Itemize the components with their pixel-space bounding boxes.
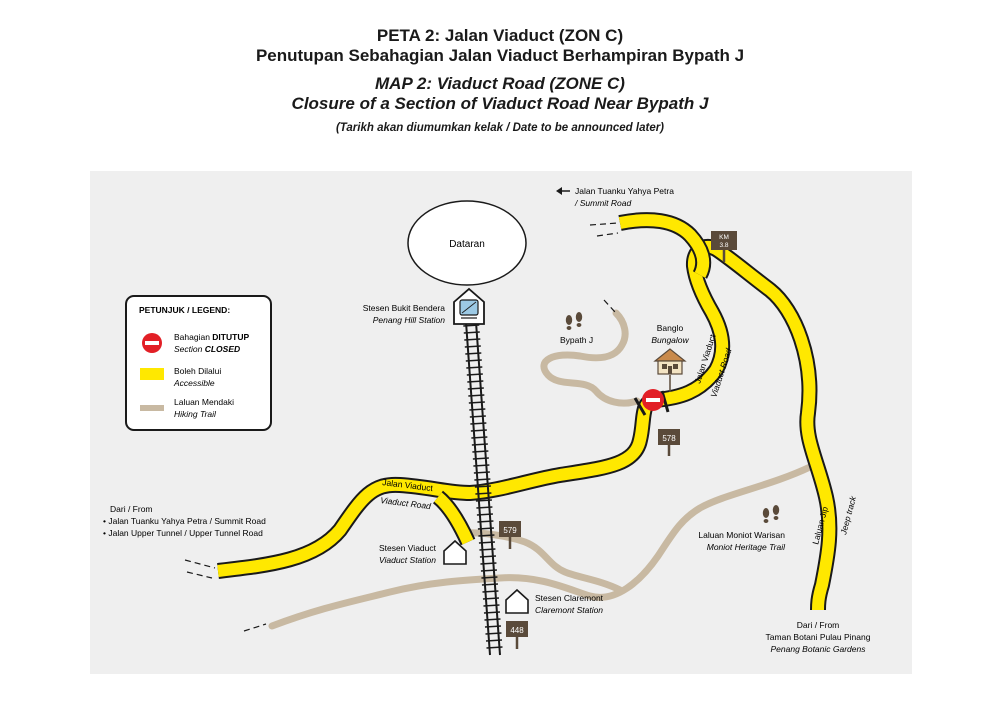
legend-accessible-ms: Boleh Dilalui bbox=[174, 366, 222, 376]
railway-tie bbox=[475, 493, 491, 494]
railway-tie bbox=[475, 486, 491, 487]
railway-tie bbox=[471, 437, 487, 438]
railway-tie bbox=[484, 619, 500, 620]
from-left-heading: Dari / From bbox=[110, 504, 153, 514]
railway-tie bbox=[470, 416, 486, 417]
railway-tie bbox=[474, 472, 490, 473]
railway-tie bbox=[477, 514, 493, 515]
title-en-line1: MAP 2: Viaduct Road (ZONE C) bbox=[375, 74, 625, 93]
railway-tie bbox=[486, 647, 502, 648]
railway-tie bbox=[485, 626, 501, 627]
botanic-gardens-label-ms: Taman Botani Pulau Pinang bbox=[765, 632, 871, 642]
from-left-item-2: • Jalan Upper Tunnel / Upper Tunnel Road bbox=[103, 528, 263, 538]
railway-tie bbox=[464, 332, 480, 333]
railway-tie bbox=[486, 640, 502, 641]
marker-448-label: 448 bbox=[510, 626, 524, 635]
railway-tie bbox=[468, 395, 484, 396]
claremont-station-label-ms: Stesen Claremont bbox=[535, 593, 604, 603]
railway-tie bbox=[478, 528, 494, 529]
bungalow-label-en: Bungalow bbox=[651, 335, 689, 345]
title-ms-line1: PETA 2: Jalan Viaduct (ZON C) bbox=[376, 26, 624, 45]
railway-tie bbox=[465, 346, 481, 347]
legend bbox=[126, 296, 271, 430]
botanic-gardens-label-en: Penang Botanic Gardens bbox=[770, 644, 866, 654]
railway-tie bbox=[483, 605, 499, 606]
km-marker-line2: 3.8 bbox=[719, 242, 729, 249]
railway-tie bbox=[476, 507, 492, 508]
railway-tie bbox=[471, 430, 487, 431]
jeep-track-label-ms: Laluan Jip bbox=[810, 505, 830, 546]
railway-tie bbox=[470, 423, 486, 424]
railway-tie bbox=[482, 591, 498, 592]
legend-trail-ms: Laluan Mendaki bbox=[174, 397, 235, 407]
marker-578-label: 578 bbox=[662, 434, 676, 443]
legend-trail-en: Hiking Trail bbox=[174, 409, 216, 419]
moniot-trail-label-ms: Laluan Moniot Warisan bbox=[698, 530, 785, 540]
legend-closed-en: Section CLOSED bbox=[174, 344, 241, 354]
railway-tie bbox=[481, 570, 497, 571]
date-note: (Tarikh akan diumumkan kelak / Date to be announced later) bbox=[335, 122, 665, 134]
road-label-viaduct-road-upper: Viaduct Road bbox=[708, 347, 734, 399]
from-right-heading: Dari / From bbox=[796, 620, 840, 630]
railway-tie bbox=[467, 374, 483, 375]
legend-accessible-swatch bbox=[140, 368, 164, 380]
railway-tie bbox=[483, 598, 499, 599]
railway-tie bbox=[474, 479, 490, 480]
railway-tie bbox=[469, 402, 485, 403]
marker-579-label: 579 bbox=[503, 526, 517, 535]
railway-tie bbox=[478, 535, 494, 536]
bungalow-label-ms: Banglo bbox=[656, 323, 684, 333]
railway-tie bbox=[473, 465, 489, 466]
jeep-track-label-en: Jeep track bbox=[838, 495, 859, 536]
railway-tie bbox=[479, 549, 495, 550]
summit-road-label-ms: Jalan Tuanku Yahya Petra bbox=[575, 186, 674, 196]
title-en-line2: Closure of a Section of Viaduct Road Near Bypath J bbox=[291, 94, 709, 113]
railway-tie bbox=[466, 360, 482, 361]
claremont-station-label-en: Claremont Station bbox=[535, 605, 604, 615]
legend-closed-ms: Bahagian DITUTUP bbox=[174, 332, 250, 342]
railway-tie bbox=[476, 500, 492, 501]
railway-tie bbox=[479, 542, 495, 543]
railway-tie bbox=[466, 367, 482, 368]
railway-tie bbox=[472, 451, 488, 452]
railway-tie bbox=[472, 444, 488, 445]
km-marker-line1: KM bbox=[719, 234, 729, 241]
railway-tie bbox=[473, 458, 489, 459]
railway-tie bbox=[464, 339, 480, 340]
road-label-jalan-viaduct-upper: Jalan Viaduct bbox=[692, 333, 718, 385]
railway-tie bbox=[481, 577, 497, 578]
railway-tie bbox=[485, 633, 501, 634]
railway-tie bbox=[482, 584, 498, 585]
railway-tie bbox=[480, 563, 496, 564]
railway-tie bbox=[480, 556, 496, 557]
railway-tie bbox=[468, 388, 484, 389]
viaduct-station-label-en: Viaduct Station bbox=[378, 555, 436, 565]
railway-tie bbox=[469, 409, 485, 410]
railway-tie bbox=[477, 521, 493, 522]
from-left-item-1: • Jalan Tuanku Yahya Petra / Summit Road bbox=[103, 516, 266, 526]
legend-accessible-en: Accessible bbox=[174, 378, 215, 388]
bukit-bendera-label-en: Penang Hill Station bbox=[372, 315, 445, 325]
legend-title: PETUNJUK / LEGEND: bbox=[139, 305, 231, 315]
railway-tie bbox=[484, 612, 500, 613]
bukit-bendera-label-ms: Stesen Bukit Bendera bbox=[362, 303, 445, 313]
viaduct-station-label-ms: Stesen Viaduct bbox=[378, 543, 436, 553]
dataran-label: Dataran bbox=[449, 239, 485, 250]
moniot-trail-label-en: Moniot Heritage Trail bbox=[706, 542, 785, 552]
railway-tie bbox=[465, 353, 481, 354]
railway-tie bbox=[463, 325, 479, 326]
summit-road-label-en: / Summit Road bbox=[575, 198, 632, 208]
railway-tie bbox=[467, 381, 483, 382]
title-ms-line2: Penutupan Sebahagian Jalan Viaduct Berhampiran Bypath J bbox=[255, 46, 745, 65]
road-label-viaduct-road-lower: Viaduct Road bbox=[379, 495, 432, 512]
road-label-jalan-viaduct-lower: Jalan Viaduct bbox=[381, 477, 434, 494]
bypath-j-label: Bypath J bbox=[560, 335, 594, 345]
